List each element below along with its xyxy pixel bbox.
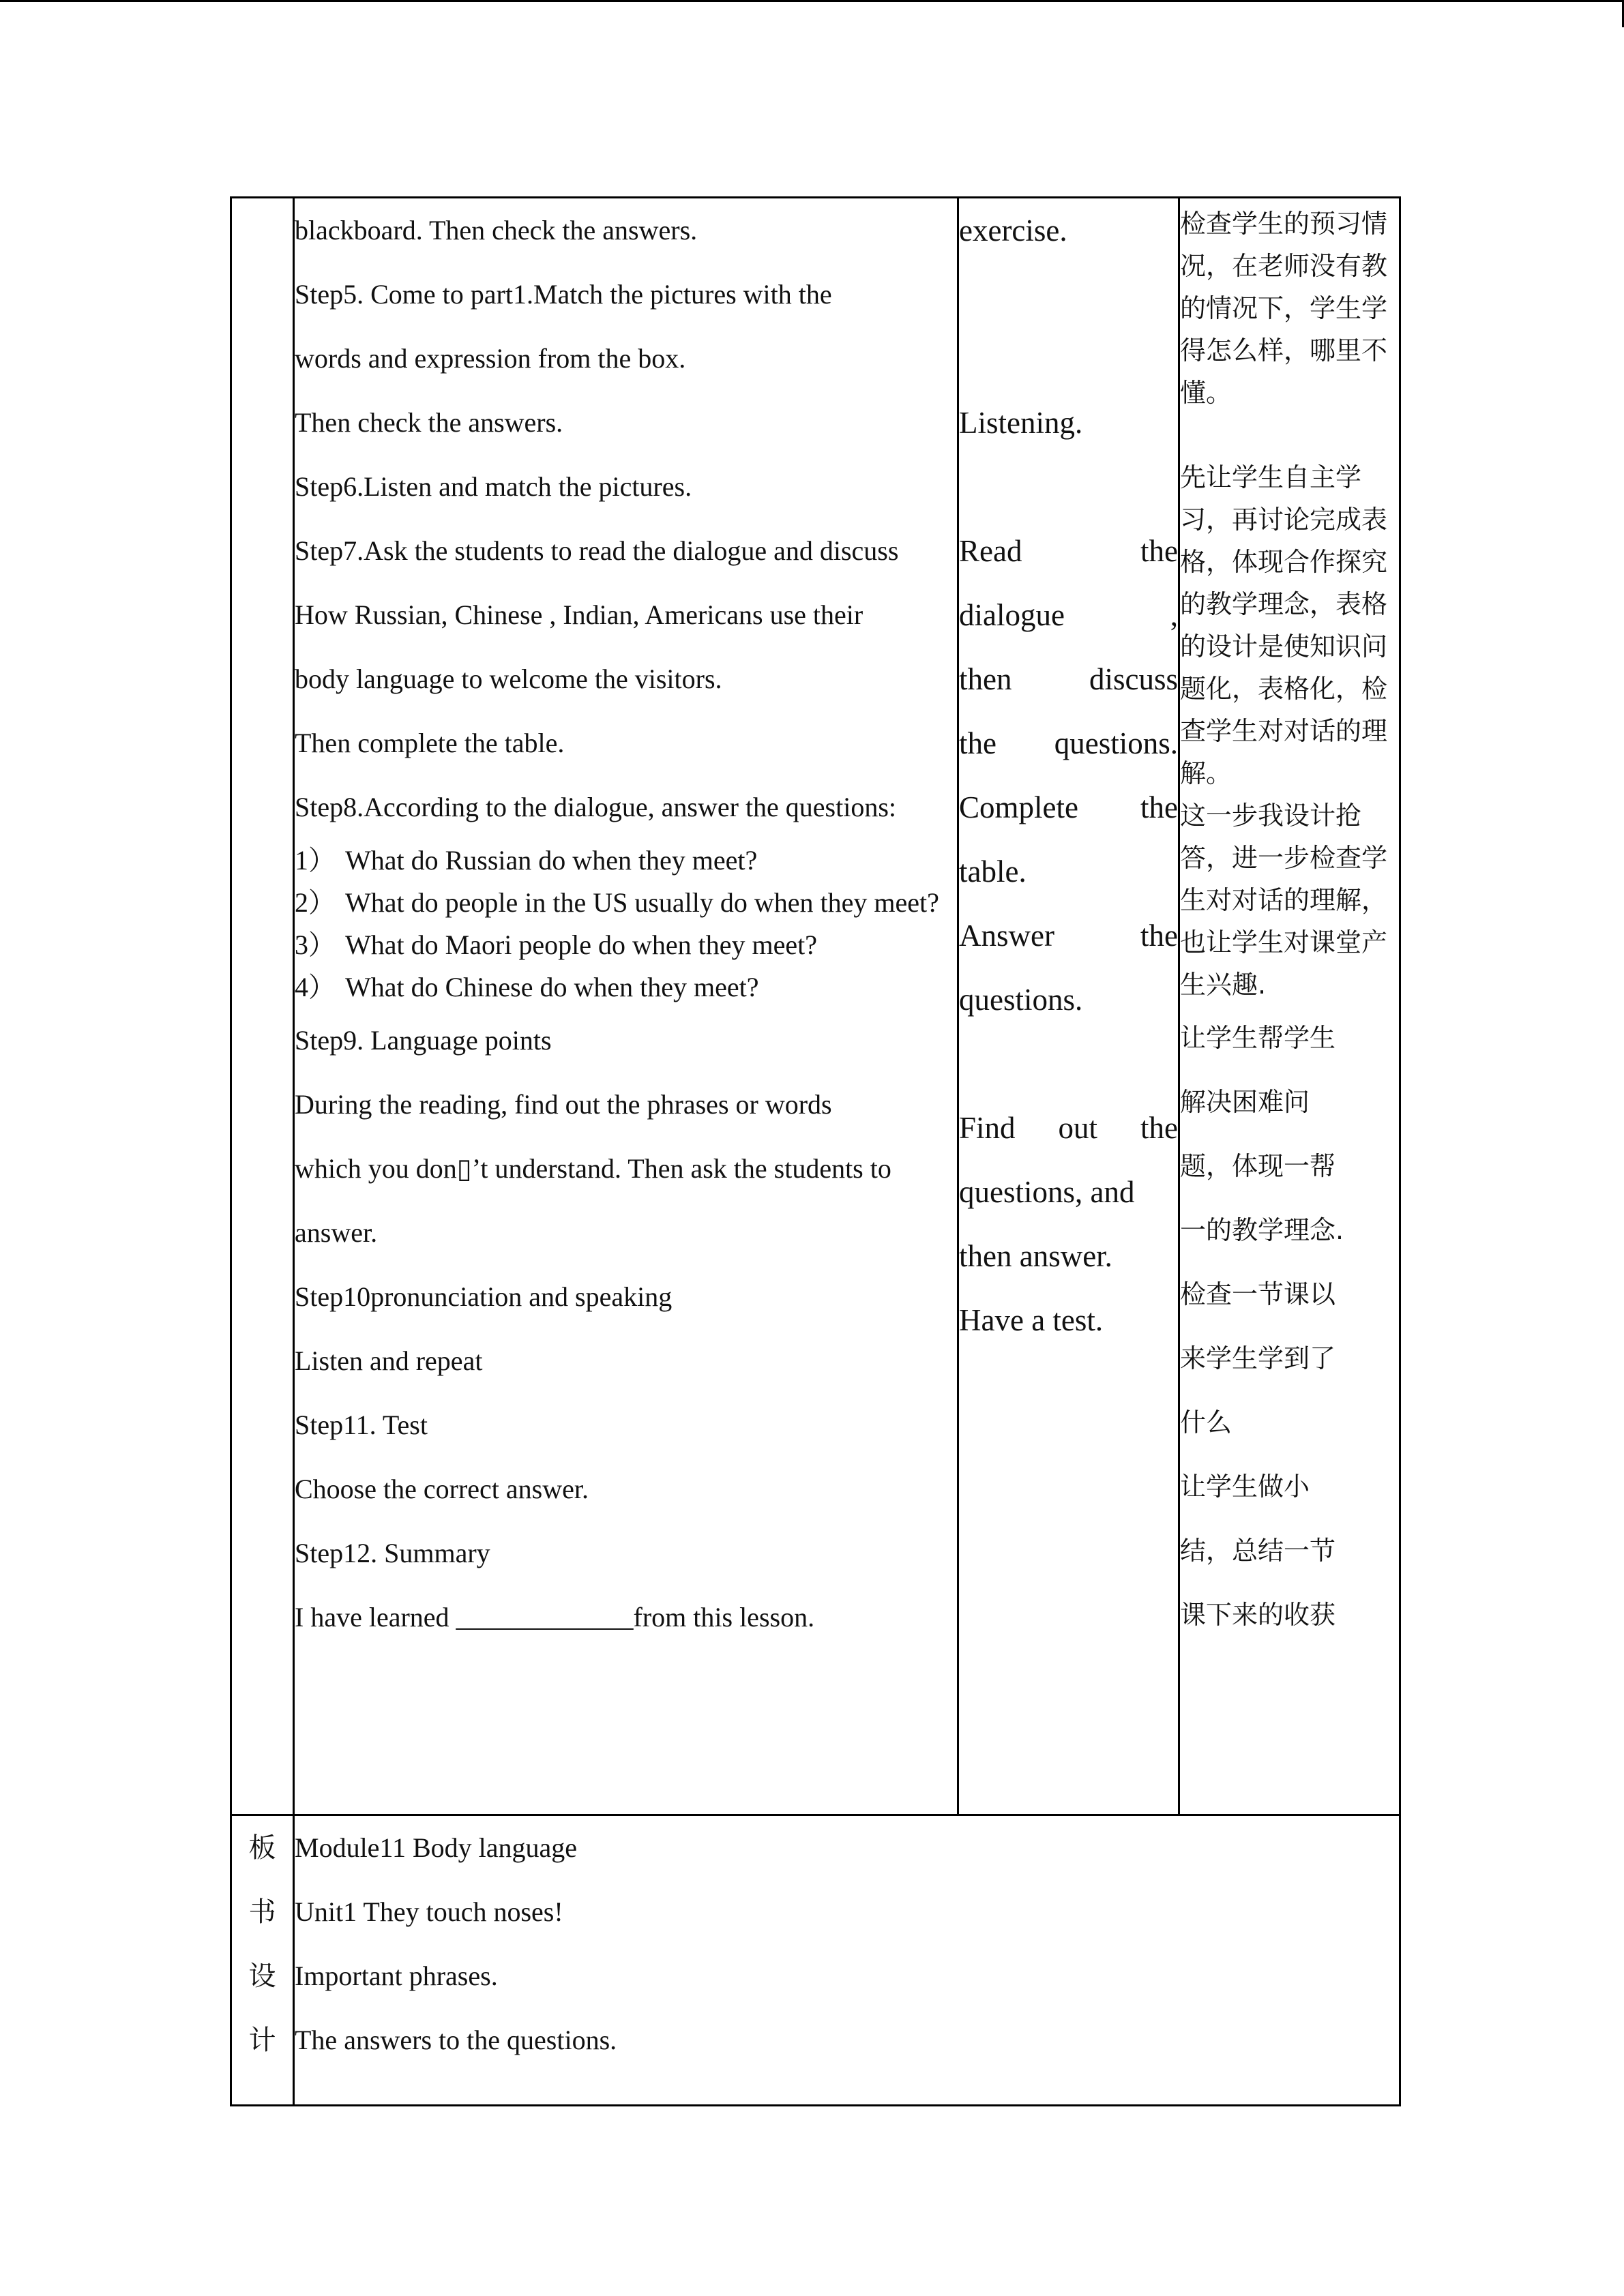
activity-line: table. [959, 854, 1027, 889]
blank-line [959, 1032, 1178, 1096]
step-line: During the reading, find out the phrases or words [295, 1089, 832, 1120]
activity-line: exercise. [959, 213, 1067, 248]
board-design-label [231, 1815, 294, 2106]
question-text: What do Russian do when they meet? [345, 845, 758, 876]
step-line: which you don▯’t understand. Then ask the students to [295, 1153, 891, 1184]
question-number: 3） [295, 929, 336, 960]
activity-line: Listening. [959, 406, 1083, 440]
purpose-line: 课下来的收获 [1180, 1600, 1336, 1630]
question-text: What do people in the US usually do when they meet? [345, 887, 939, 918]
step-line: Then complete the table. [295, 728, 565, 758]
step-line: Then check the answers. [295, 407, 563, 438]
student-activity-cell [958, 198, 1179, 1815]
purpose-note: 检查学生的预习情况，在老师没有教的情况下，学生学得怎么样，哪里不懂。 [1180, 209, 1388, 408]
step-line: Step9. Language points [295, 1025, 552, 1056]
activity-line: Find out the [959, 1111, 1178, 1145]
activity-line: the questions. [959, 726, 1178, 760]
board-line: Module11 Body language [295, 1832, 578, 1863]
step-line: Step10pronunciation and speaking [295, 1281, 673, 1312]
question-item [295, 966, 957, 1009]
question-list [295, 839, 957, 1009]
purpose-line: 一的教学理念. [1180, 1215, 1344, 1245]
question-number: 1） [295, 845, 336, 876]
activity-line: Complete the [959, 790, 1178, 824]
step-line: Step8.According to the dialogue, answer the questions: [295, 792, 897, 822]
purpose-note: 先让学生自主学习，再讨论完成表格，体现合作探究的教学理念，表格的设计是使知识问题化，表格化，检查学生对对话的理解。 [1180, 462, 1388, 788]
activity-line: Have a test. [959, 1303, 1104, 1337]
purpose-line: 检查一节课以 [1180, 1279, 1336, 1309]
activity-line: Read the [959, 534, 1178, 568]
label-char: 书 [248, 1896, 276, 1928]
question-item [295, 882, 957, 924]
activity-line: then discuss [959, 662, 1178, 696]
step-line: answer. [295, 1217, 378, 1248]
page-top-border [0, 0, 1624, 2]
step-line: Step7.Ask the students to read the dialogue and discuss [295, 535, 899, 566]
step-line: words and expression from the box. [295, 343, 686, 374]
purpose-line: 题，体现一帮 [1180, 1151, 1336, 1181]
procedure-row [231, 198, 1400, 1815]
step-line: Listen and repeat [295, 1345, 483, 1376]
purpose-line: 结，总结一节 [1180, 1536, 1336, 1566]
teaching-steps-cell [294, 198, 958, 1815]
purpose-line: 解决困难问 [1180, 1087, 1310, 1117]
question-number: 4） [295, 972, 336, 1002]
step-line: Choose the correct answer. [295, 1474, 589, 1504]
step-line: How Russian, Chinese , Indian, Americans use their [295, 599, 863, 630]
step-line: Step6.Listen and match the pictures. [295, 471, 692, 502]
purpose-line: 让学生做小 [1180, 1472, 1310, 1502]
lesson-plan-table [230, 196, 1401, 2106]
question-item [295, 924, 957, 966]
question-text: What do Chinese do when they meet? [345, 972, 759, 1002]
question-number: 2） [295, 887, 336, 918]
question-item [295, 839, 957, 882]
blank-line [959, 263, 1178, 327]
board-line: Important phrases. [295, 1960, 498, 1991]
purpose-line: 让学生帮学生 [1180, 1023, 1336, 1053]
label-char: 板 [248, 1832, 276, 1864]
design-purpose-cell [1179, 198, 1400, 1815]
label-char: 设 [248, 1960, 276, 1992]
step-line: body language to welcome the visitors. [295, 664, 722, 694]
board-line: The answers to the questions. [295, 2025, 617, 2055]
activity-line: then answer. [959, 1239, 1112, 1273]
step-line: I have learned _____________from this lesson. [295, 1602, 815, 1632]
blank-line [959, 455, 1178, 519]
purpose-line: 什么 [1180, 1407, 1232, 1437]
board-line: Unit1 They touch noses! [295, 1896, 563, 1927]
activity-line: Answer the [959, 919, 1178, 953]
step-line: Step5. Come to part1.Match the pictures with the [295, 279, 832, 310]
board-design-row [231, 1815, 1400, 2106]
step-line: Step12. Summary [295, 1538, 490, 1568]
step-line: Step11. Test [295, 1410, 428, 1440]
label-char: 计 [248, 2025, 276, 2056]
blank-line [959, 327, 1178, 391]
question-text: What do Maori people do when they meet? [345, 929, 817, 960]
board-design-content [294, 1815, 1400, 2106]
purpose-line: 来学生学到了 [1180, 1343, 1336, 1373]
step-line: blackboard. Then check the answers. [295, 215, 698, 245]
activity-line: dialogue , [959, 598, 1178, 632]
procedure-label-cell [231, 198, 294, 1815]
activity-line: questions, and [959, 1175, 1135, 1209]
activity-line: questions. [959, 983, 1083, 1017]
purpose-note: 这一步我设计抢答，进一步检查学生对对话的理解，也让学生对课堂产生兴趣. [1180, 801, 1388, 1000]
